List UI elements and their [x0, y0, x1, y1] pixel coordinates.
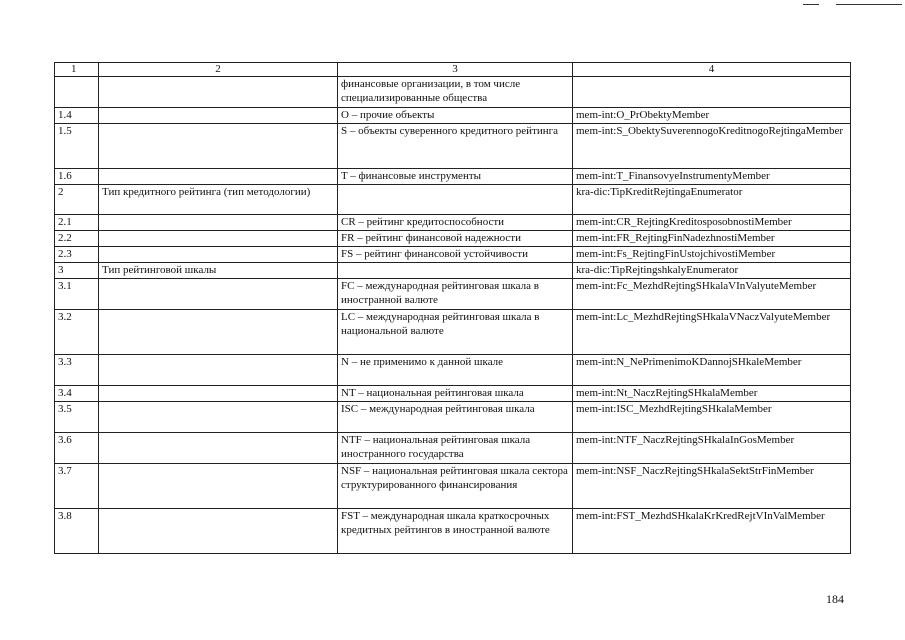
row-code: mem-int:CR_RejtingKreditosposobnostiMember	[573, 215, 851, 231]
row-name	[99, 124, 338, 169]
row-code: mem-int:Nt_NaczRejtingSHkalaMember	[573, 386, 851, 402]
row-value: финансовые организации, в том числе специализированные общества	[338, 77, 573, 108]
row-value: O – прочие объекты	[338, 108, 573, 124]
row-name	[99, 509, 338, 554]
row-code: mem-int:O_PrObektyMember	[573, 108, 851, 124]
row-name	[99, 433, 338, 464]
header-col-2: 2	[99, 63, 338, 77]
row-code: mem-int:ISC_MezhdRejtingSHkalaMember	[573, 402, 851, 433]
row-name	[99, 279, 338, 310]
table-row	[55, 402, 851, 433]
row-value: NTF – национальная рейтинговая шкала иностранного государства	[338, 433, 573, 464]
row-number: 3	[55, 263, 99, 279]
row-code: mem-int:NTF_NaczRejtingSHkalaInGosMember	[573, 433, 851, 464]
row-value	[338, 263, 573, 279]
table-row	[55, 169, 851, 185]
row-code: mem-int:N_NePrimenimoKDannojSHkaleMember	[573, 355, 851, 386]
row-value: FS – рейтинг финансовой устойчивости	[338, 247, 573, 263]
row-value: FC – международная рейтинговая шкала в иностранной валюте	[338, 279, 573, 310]
row-code: mem-int:FR_RejtingFinNadezhnostiMember	[573, 231, 851, 247]
table-row	[55, 509, 851, 554]
row-code	[573, 77, 851, 108]
row-number: 3.8	[55, 509, 99, 554]
row-number: 2.3	[55, 247, 99, 263]
row-name	[99, 169, 338, 185]
row-name	[99, 464, 338, 509]
row-number: 3.3	[55, 355, 99, 386]
header-col-4: 4	[573, 63, 851, 77]
table-row	[55, 247, 851, 263]
row-value	[338, 185, 573, 215]
table-row	[55, 386, 851, 402]
top-rule-long	[836, 4, 902, 5]
row-code: kra-dic:TipRejtingshkalyEnumerator	[573, 263, 851, 279]
table-row	[55, 185, 851, 215]
row-number: 1.6	[55, 169, 99, 185]
row-number: 3.2	[55, 310, 99, 355]
header-col-1: 1	[55, 63, 99, 77]
table-row	[55, 231, 851, 247]
row-code: mem-int:Fc_MezhdRejtingSHkalaVInValyuteMember	[573, 279, 851, 310]
table-body	[55, 77, 851, 554]
row-number	[55, 77, 99, 108]
row-value: NSF – национальная рейтинговая шкала сектора структурированного финансирования	[338, 464, 573, 509]
row-code: mem-int:FST_MezhdSHkalaKrKredRejtVInValMember	[573, 509, 851, 554]
table-row	[55, 464, 851, 509]
row-number: 1.4	[55, 108, 99, 124]
row-name	[99, 215, 338, 231]
row-code: mem-int:Fs_RejtingFinUstojchivostiMember	[573, 247, 851, 263]
row-code: mem-int:S_ObektySuverennogoKreditnogoRejtingaMember	[573, 124, 851, 169]
row-value: FR – рейтинг финансовой надежности	[338, 231, 573, 247]
row-number: 3.7	[55, 464, 99, 509]
row-name	[99, 355, 338, 386]
row-number: 1.5	[55, 124, 99, 169]
row-code: kra-dic:TipKreditRejtingaEnumerator	[573, 185, 851, 215]
rating-dictionary-table	[54, 62, 851, 554]
row-number: 3.5	[55, 402, 99, 433]
row-number: 2.1	[55, 215, 99, 231]
table-row	[55, 215, 851, 231]
row-value: NT – национальная рейтинговая шкала	[338, 386, 573, 402]
row-number: 3.1	[55, 279, 99, 310]
row-value: ISC – международная рейтинговая шкала	[338, 402, 573, 433]
row-value: T – финансовые инструменты	[338, 169, 573, 185]
table-row	[55, 124, 851, 169]
row-name	[99, 310, 338, 355]
table-row	[55, 108, 851, 124]
row-value: N – не применимо к данной шкале	[338, 355, 573, 386]
header-row	[55, 63, 851, 77]
row-number: 2.2	[55, 231, 99, 247]
row-name: Тип рейтинговой шкалы	[99, 263, 338, 279]
top-rule-short	[803, 4, 819, 5]
row-code: mem-int:T_FinansovyeInstrumentyMember	[573, 169, 851, 185]
table-row	[55, 77, 851, 108]
row-code: mem-int:NSF_NaczRejtingSHkalaSektStrFinMember	[573, 464, 851, 509]
row-value: LC – международная рейтинговая шкала в национальной валюте	[338, 310, 573, 355]
row-value: S – объекты суверенного кредитного рейтинга	[338, 124, 573, 169]
row-name	[99, 402, 338, 433]
table-row	[55, 355, 851, 386]
row-number: 2	[55, 185, 99, 215]
row-value: FST – международная шкала краткосрочных кредитных рейтингов в иностранной валюте	[338, 509, 573, 554]
row-number: 3.6	[55, 433, 99, 464]
row-name	[99, 108, 338, 124]
page-number: 184	[826, 592, 844, 606]
table-row	[55, 263, 851, 279]
table-row	[55, 279, 851, 310]
row-value: CR – рейтинг кредитоспособности	[338, 215, 573, 231]
row-name: Тип кредитного рейтинга (тип методологии)	[99, 185, 338, 215]
header-col-3: 3	[338, 63, 573, 77]
row-name	[99, 77, 338, 108]
row-name	[99, 247, 338, 263]
row-number: 3.4	[55, 386, 99, 402]
row-code: mem-int:Lc_MezhdRejtingSHkalaVNaczValyuteMember	[573, 310, 851, 355]
row-name	[99, 386, 338, 402]
table-row	[55, 433, 851, 464]
table-row	[55, 310, 851, 355]
row-name	[99, 231, 338, 247]
